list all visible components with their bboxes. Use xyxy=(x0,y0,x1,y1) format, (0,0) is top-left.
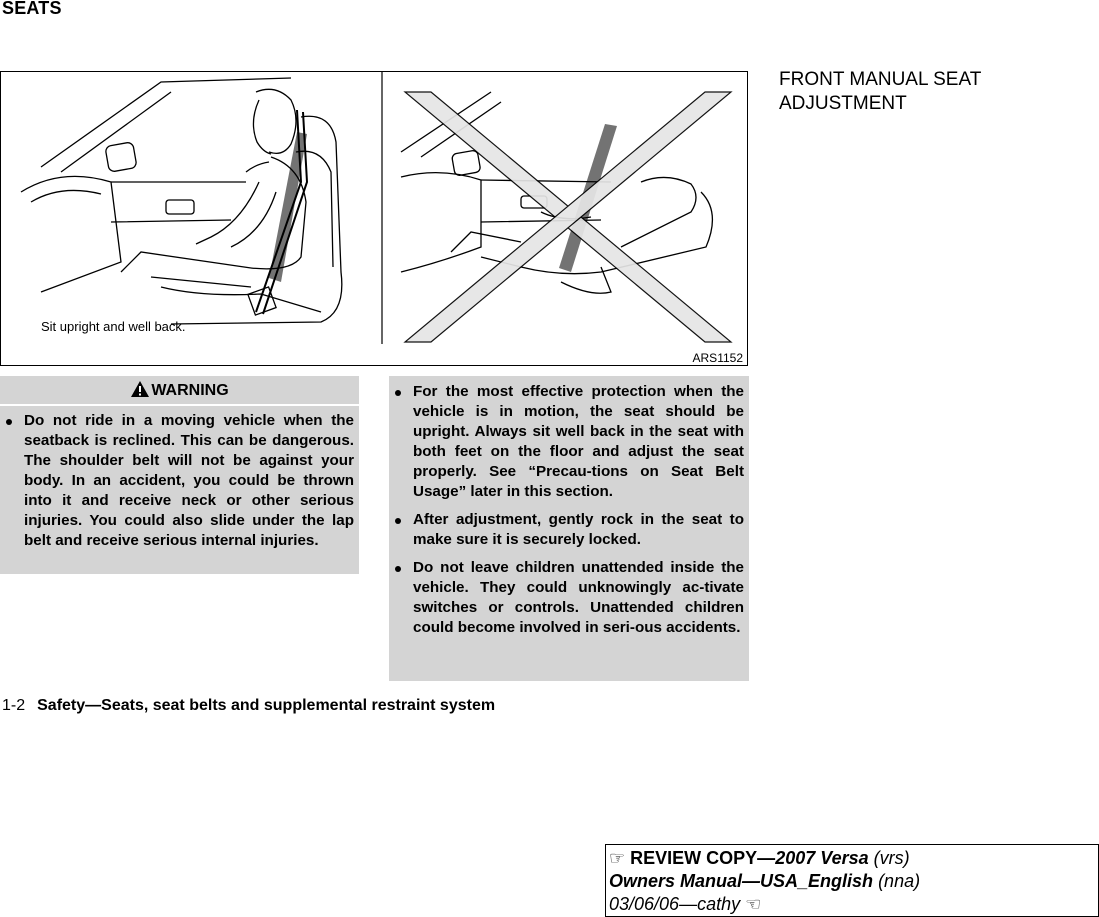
review-manual: Owners Manual—USA_English xyxy=(609,871,874,891)
pointing-hand-left-icon: ☜ xyxy=(745,894,762,914)
caution-item xyxy=(389,558,744,638)
review-manual-code: (nna) xyxy=(873,871,921,891)
bullet-icon xyxy=(395,566,401,572)
warning-item xyxy=(0,411,354,551)
caution-item xyxy=(389,382,744,502)
review-line-2 xyxy=(609,870,1098,893)
page-header-title: SEATS xyxy=(2,0,62,18)
bullet-icon xyxy=(395,518,401,524)
section-heading: FRONT MANUAL SEAT ADJUSTMENT xyxy=(779,69,981,114)
warning-title xyxy=(0,376,359,406)
warning-list xyxy=(0,411,354,551)
figure-code: ARS1152 xyxy=(692,351,743,365)
page-number: 1-2 xyxy=(2,697,26,714)
bullet-icon xyxy=(6,419,12,425)
caution-item-text: After adjustment, gently rock in the seat to make sure it is securely locked. xyxy=(413,511,744,548)
caution-item-text: Do not leave children unattended inside the vehicle. They could unknowingly ac-tivate switches or controls. Unattended children could become involved in seri-ous accidents. xyxy=(413,559,744,636)
bullet-icon xyxy=(395,390,401,396)
caution-item xyxy=(389,510,744,550)
review-model: 2007 Versa xyxy=(775,848,869,868)
warning-title-text: WARNING xyxy=(151,382,229,399)
review-date-author: 03/06/06—cathy xyxy=(609,894,741,914)
review-line-1 xyxy=(609,847,1098,870)
pointing-hand-icon: ☞ xyxy=(609,848,626,868)
warning-item-text: Do not ride in a moving vehicle when the seatback is reclined. This can be dangerous. The shoulder belt will not be against your body. In an accident, you could be thrown into it and receive neck or other serious injuries. You could also slide under the lap belt and receive serious internal injuries. xyxy=(24,412,354,549)
review-model-code: (vrs) xyxy=(868,848,910,868)
caution-box xyxy=(389,376,749,681)
review-line-3 xyxy=(609,893,1098,916)
caution-list xyxy=(389,382,744,646)
page-footer xyxy=(2,697,495,715)
seat-illustration xyxy=(0,71,748,366)
figure-caption: Sit upright and well back. xyxy=(41,319,186,334)
caution-item-text: For the most effective protection when the vehicle is in motion, the seat should be upright. Always sit well back in the seat with both feet on the floor and adjust the seat properly. See “Precau-tions on Seat Belt Usage” later in this section. xyxy=(413,383,744,500)
reclined-seat-prohibited-icon xyxy=(401,92,731,342)
warning-triangle-icon xyxy=(130,380,150,398)
review-copy-box xyxy=(605,844,1099,917)
warning-box xyxy=(0,376,359,574)
footer-section-title: Safety—Seats, seat belts and supplemental restraint system xyxy=(37,697,496,714)
review-copy-label: REVIEW COPY— xyxy=(630,848,776,868)
